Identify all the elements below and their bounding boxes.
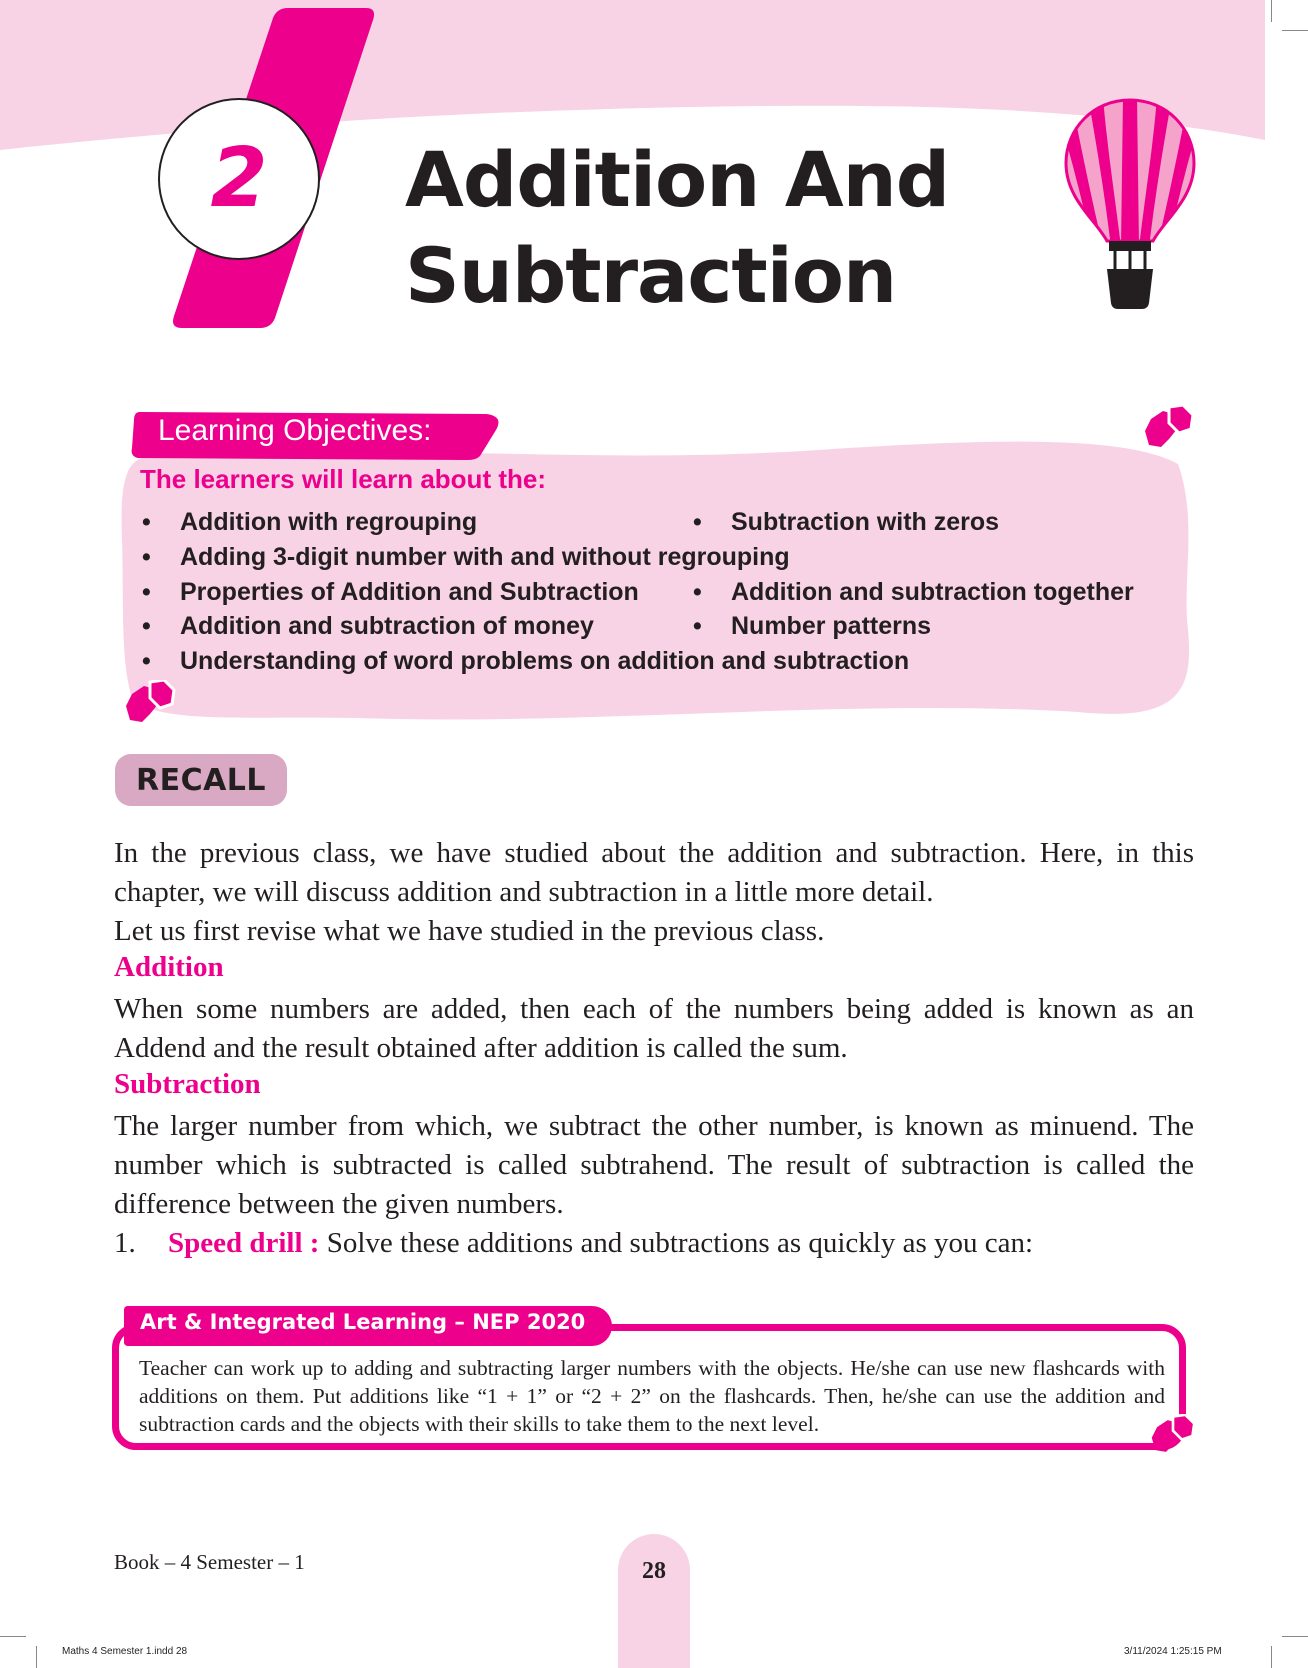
objective-item: • Properties of Addition and Subtraction bbox=[142, 578, 639, 606]
addition-heading: Addition bbox=[114, 951, 224, 983]
chapter-number: 2 bbox=[210, 131, 268, 226]
chapter-title-line1: Addition And bbox=[405, 135, 950, 224]
recall-label: RECALL bbox=[135, 762, 267, 798]
question-text: Solve these additions and subtractions as quickly as you can: bbox=[326, 1227, 1034, 1259]
objectives-heading: Learning Objectives: bbox=[158, 414, 432, 447]
objective-item: • Understanding of word problems on addition and subtraction bbox=[142, 647, 910, 675]
hot-air-balloon-icon bbox=[1063, 97, 1197, 312]
recall-badge bbox=[115, 754, 287, 806]
chapter-title bbox=[405, 132, 1025, 324]
slug-date-info: 3/11/2024 1:25:15 PM bbox=[1124, 1646, 1222, 1657]
revise-paragraph: Let us first revise what we have studied in the previous class. bbox=[114, 915, 825, 947]
crop-mark bbox=[1271, 1646, 1272, 1668]
intro-paragraph: In the previous class, we have studied about the addition and subtraction. Here, in this chapter, we will discuss addition and subtraction in a little more detail. bbox=[114, 837, 1194, 908]
corner-ornament-icon bbox=[1150, 1414, 1196, 1458]
objective-item: • Adding 3-digit number with and without regrouping bbox=[142, 543, 790, 571]
art-integrated-text: Teacher can work up to adding and subtracting larger numbers with the objects. He/she can use new flashcards with additions on them. Put additions like “1 + 1” or “2 + 2” on the flashcards. Then, he/she can use the addition and subtraction cards and the objects with their skills to take them to the next level. bbox=[139, 1356, 1165, 1436]
crop-mark bbox=[0, 1636, 26, 1637]
crop-mark bbox=[1282, 1636, 1308, 1637]
question-label: Speed drill : bbox=[168, 1227, 320, 1259]
subtraction-heading: Subtraction bbox=[114, 1068, 261, 1100]
slug-file-info: Maths 4 Semester 1.indd 28 bbox=[62, 1646, 188, 1657]
art-integrated-heading: Art & Integrated Learning – NEP 2020 bbox=[140, 1310, 586, 1334]
addition-definition: When some numbers are added, then each of the numbers being added is known as an Addend and the result obtained after addition is called the sum. bbox=[114, 993, 1194, 1064]
chapter-title-line2: Subtraction bbox=[405, 231, 897, 320]
objective-item: • Addition and subtraction together bbox=[693, 578, 1134, 606]
objective-item: • Addition and subtraction of money bbox=[142, 612, 594, 640]
objective-item: • Number patterns bbox=[693, 612, 932, 640]
page-number-tab bbox=[618, 1534, 690, 1668]
book-semester-label: Book – 4 Semester – 1 bbox=[114, 1550, 305, 1574]
chapter-number-badge bbox=[158, 98, 320, 260]
corner-ornament-icon bbox=[124, 680, 176, 728]
subtraction-definition: The larger number from which, we subtract the other number, is known as minuend. The number which is subtracted is called subtrahend. The result of subtraction is called the difference between the given numbers. bbox=[114, 1110, 1194, 1220]
page-number: 28 bbox=[642, 1558, 666, 1584]
objectives-intro: The learners will learn about the: bbox=[140, 464, 546, 494]
question-1 bbox=[114, 1224, 1033, 1263]
corner-ornament-icon bbox=[1143, 405, 1195, 453]
objective-item: • Subtraction with zeros bbox=[693, 508, 1000, 536]
objective-item: • Addition with regrouping bbox=[142, 508, 478, 536]
question-number: 1. bbox=[114, 1227, 136, 1259]
crop-mark bbox=[36, 1646, 37, 1668]
